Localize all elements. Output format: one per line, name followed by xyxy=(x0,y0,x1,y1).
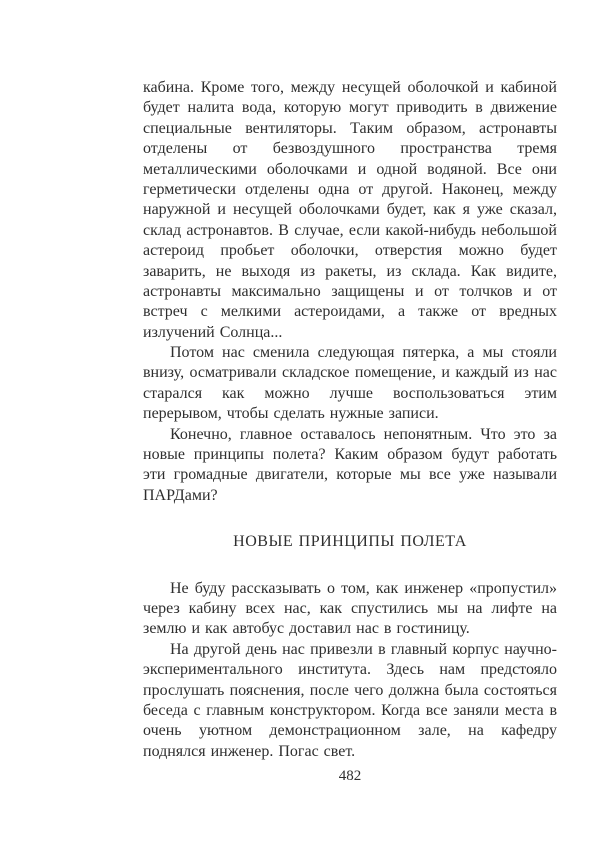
paragraph: Конечно, главное оставалось непонятным. Что это за новые принципы полета? Каким образом будут работать эти громадные двигатели, которые мы все уже называли ПАРДами? xyxy=(143,425,557,504)
page-text xyxy=(143,78,557,762)
paragraph: На другой день нас привезли в главный корпус научно-экспериментального института. Здесь нам предстояло прослушать пояснения, после чего должна была состояться беседа с главным конструктором. Когда все заняли места в очень уютном демонстрационном зале, на кафедру поднялся инженер. Погас свет. xyxy=(143,640,557,760)
page-number: 482 xyxy=(338,768,362,784)
paragraph-continuation: кабина. Кроме того, между несущей оболочкой и кабиной будет налита вода, которую могут приводить в движение специальные вентиляторы. Таким образом, астронавты отделены от безвоздушного пространства тремя металлическими оболочками и одной водяной. Все они герметически отделены одна от другой. Наконец, между наружной и несущей оболочками будет, как я уже сказал, склад астронавтов. В случае, если какой-нибудь небольшой астероид пробьет оболочки, отверстия можно будет заварить, не выходя из ракеты, из склада. Как видите, астронавты максимально защищены и от толчков и от встреч с мелкими астероидами, а также от вредных излучений Солнца... xyxy=(143,79,557,341)
paragraph: Не буду рассказывать о том, как инженер «пропустил» через кабину всех нас, как спустились мы на лифте на землю и как автобус доставил нас в гостиницу. xyxy=(143,579,557,638)
paragraph: Потом нас сменила следующая пятерка, а мы стояли внизу, осматривали складское помещение, и каждый из нас старался как можно лучше воспользоваться этим перерывом, чтобы сделать нужные записи. xyxy=(143,344,557,423)
chapter-heading: НОВЫЕ ПРИНЦИПЫ ПОЛЕТА xyxy=(233,533,467,551)
